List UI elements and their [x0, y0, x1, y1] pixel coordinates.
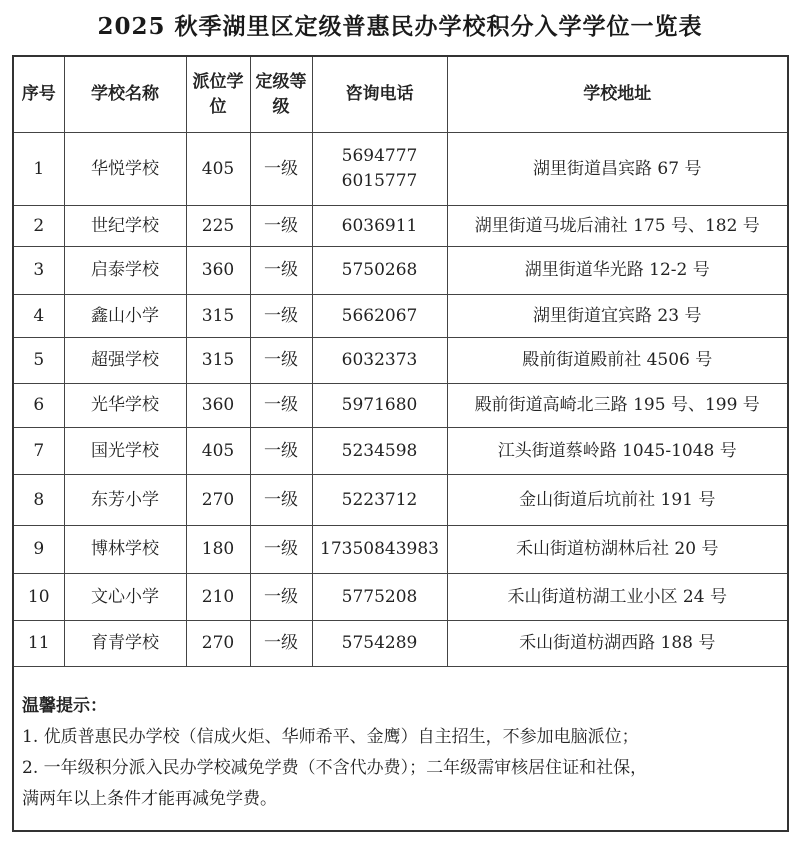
school-table	[14, 57, 787, 667]
cell-address: 禾山街道枋湖工业小区 24 号	[447, 574, 787, 621]
cell-school-name: 华悦学校	[64, 133, 186, 206]
cell-phone	[312, 247, 447, 295]
cell-seats: 180	[186, 526, 250, 574]
header-seats: 派位学位	[186, 57, 250, 133]
cell-index: 1	[14, 133, 64, 206]
cell-seats: 360	[186, 247, 250, 295]
table-row	[14, 526, 787, 574]
cell-seats: 405	[186, 428, 250, 475]
cell-index: 3	[14, 247, 64, 295]
cell-address: 禾山街道枋湖林后社 20 号	[447, 526, 787, 574]
table-row	[14, 206, 787, 247]
cell-school-name: 世纪学校	[64, 206, 186, 247]
cell-address: 江头街道蔡岭路 1045-1048 号	[447, 428, 787, 475]
cell-school-name: 启泰学校	[64, 247, 186, 295]
cell-address: 金山街道后坑前社 191 号	[447, 475, 787, 526]
cell-school-name: 超强学校	[64, 338, 186, 384]
school-table-sheet	[12, 55, 789, 832]
cell-index: 4	[14, 295, 64, 338]
header-grade: 定级等级	[250, 57, 312, 133]
phone-number: 5775208	[341, 586, 418, 607]
table-row	[14, 247, 787, 295]
table-row	[14, 384, 787, 428]
cell-school-name: 育青学校	[64, 621, 186, 667]
cell-phone	[312, 574, 447, 621]
cell-grade: 一级	[250, 428, 312, 475]
phone-number: 5754289	[341, 633, 418, 654]
cell-school-name: 东芳小学	[64, 475, 186, 526]
cell-phone	[312, 475, 447, 526]
header-address: 学校地址	[447, 57, 787, 133]
notes-line: 满两年以上条件才能再减免学费。	[22, 789, 277, 809]
phone-number: 5750268	[341, 260, 418, 281]
notes-heading: 温馨提示：	[22, 696, 107, 716]
phone-number: 6032373	[341, 350, 418, 371]
table-row	[14, 295, 787, 338]
header-name: 学校名称	[64, 57, 186, 133]
cell-seats: 405	[186, 133, 250, 206]
table-header-row	[14, 57, 787, 133]
cell-address: 湖里街道昌宾路 67 号	[447, 133, 787, 206]
cell-grade: 一级	[250, 475, 312, 526]
table-row	[14, 574, 787, 621]
cell-grade: 一级	[250, 133, 312, 206]
cell-phone	[312, 621, 447, 667]
cell-index: 6	[14, 384, 64, 428]
cell-phone	[312, 526, 447, 574]
notes-section	[14, 681, 787, 830]
cell-index: 11	[14, 621, 64, 667]
cell-school-name: 文心小学	[64, 574, 186, 621]
notes-line: 2. 一年级积分派入民办学校减免学费（不含代办费）；二年级需审核居住证和社保，	[22, 758, 648, 778]
cell-seats: 210	[186, 574, 250, 621]
cell-seats: 270	[186, 475, 250, 526]
notes-line: 1. 优质普惠民办学校（信成火炬、华师希平、金鹰）自主招生，不参加电脑派位；	[22, 727, 639, 747]
cell-index: 2	[14, 206, 64, 247]
cell-seats: 225	[186, 206, 250, 247]
cell-address: 湖里街道宜宾路 23 号	[447, 295, 787, 338]
table-row	[14, 475, 787, 526]
phone-number: 17350843983	[320, 539, 439, 560]
cell-index: 9	[14, 526, 64, 574]
cell-index: 10	[14, 574, 64, 621]
header-index: 序号	[14, 57, 64, 133]
phone-number: 5662067	[341, 305, 418, 326]
table-body	[14, 133, 787, 667]
header-phone: 咨询电话	[312, 57, 447, 133]
cell-address: 湖里街道马垅后浦社 175 号、182 号	[447, 206, 787, 247]
phone-number: 6036911	[341, 215, 418, 236]
page-title: 2025 秋季湖里区定级普惠民办学校积分入学学位一览表	[97, 13, 703, 40]
cell-address: 殿前街道殿前社 4506 号	[447, 338, 787, 384]
cell-seats: 360	[186, 384, 250, 428]
cell-seats: 315	[186, 338, 250, 384]
phone-number: 5971680	[341, 395, 418, 416]
cell-school-name: 博林学校	[64, 526, 186, 574]
phone-number: 5234598	[341, 440, 418, 461]
cell-index: 5	[14, 338, 64, 384]
cell-seats: 270	[186, 621, 250, 667]
cell-grade: 一级	[250, 574, 312, 621]
cell-school-name: 光华学校	[64, 384, 186, 428]
cell-grade: 一级	[250, 295, 312, 338]
cell-address: 殿前街道高崎北三路 195 号、199 号	[447, 384, 787, 428]
phone-number: 6015777	[341, 171, 418, 191]
cell-grade: 一级	[250, 526, 312, 574]
cell-index: 7	[14, 428, 64, 475]
cell-phone	[312, 384, 447, 428]
table-row	[14, 133, 787, 206]
phone-number: 5223712	[341, 489, 418, 510]
cell-grade: 一级	[250, 247, 312, 295]
phone-number: 5694777	[341, 146, 418, 167]
table-row	[14, 428, 787, 475]
cell-phone	[312, 428, 447, 475]
table-row	[14, 621, 787, 667]
cell-index: 8	[14, 475, 64, 526]
cell-address: 湖里街道华光路 12-2 号	[447, 247, 787, 295]
cell-seats: 315	[186, 295, 250, 338]
cell-grade: 一级	[250, 384, 312, 428]
table-row	[14, 338, 787, 384]
cell-phone	[312, 295, 447, 338]
cell-phone	[312, 133, 447, 206]
cell-school-name: 鑫山小学	[64, 295, 186, 338]
cell-phone	[312, 338, 447, 384]
cell-grade: 一级	[250, 206, 312, 247]
cell-grade: 一级	[250, 621, 312, 667]
cell-grade: 一级	[250, 338, 312, 384]
cell-school-name: 国光学校	[64, 428, 186, 475]
cell-address: 禾山街道枋湖西路 188 号	[447, 621, 787, 667]
cell-phone	[312, 206, 447, 247]
